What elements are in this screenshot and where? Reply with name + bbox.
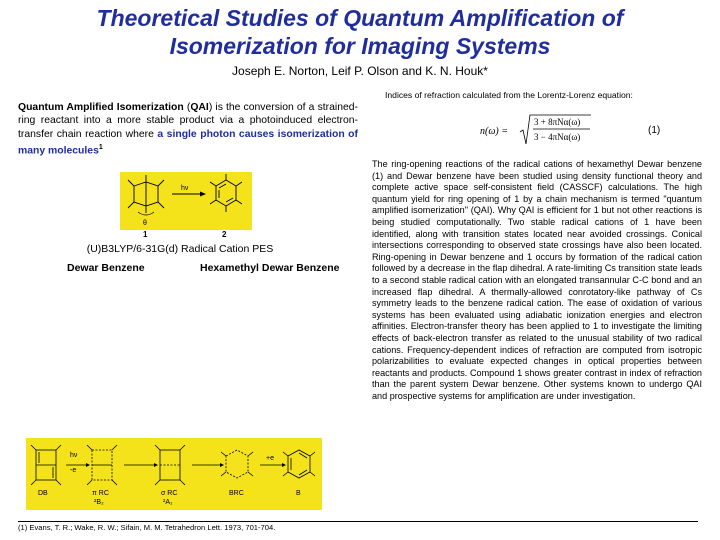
eq-numerator: 3 + 8πNα(ω) [534,117,581,127]
mech-minus-e: -e [70,467,77,474]
intro-abbr: QAI [190,102,209,113]
db-structure [31,445,61,485]
scheme-hv: hν [181,185,189,192]
intro-paragraph [18,101,358,158]
intro-abbr-open: ( [183,102,191,113]
sigma-rc-structure [155,445,185,485]
equation-number: (1) [648,125,661,136]
reaction-arrowhead [200,192,206,197]
intro-text: is the conversion of a strained-ring reactant into a more stable product via a photoinduced electron-transfer chain reaction where [18,102,358,140]
refraction-title: Indices of refraction calculated from the Lorentz-Lorenz equation: [385,90,633,100]
theta-label: θ [143,220,147,227]
mech-label-db: DB [38,490,48,497]
pes-left-label: Dewar Benzene [67,262,145,274]
mechanism-scheme [26,438,322,510]
pi-rc-structure [87,445,117,485]
brc-structure [221,450,253,478]
reaction-scheme-drawing [120,172,252,230]
intro-ref: 1 [98,144,103,152]
mech-label-b: B [296,490,301,497]
benzene-structure [210,174,242,212]
mech-plus-e: +e [266,455,274,462]
poster-title [0,4,720,60]
mech-label-brc: BRC [229,490,244,497]
compound-2-label: 2 [222,230,227,239]
compound-1-label: 1 [143,230,148,239]
title-line-2: Isomerization for Imaging Systems [169,33,551,59]
eq-lhs: n(ω) = [480,126,508,137]
mech-state-b2: ²B₂ [94,499,104,506]
mech-state-a1: ²A₁ [163,499,173,506]
eq-denominator: 3 − 4πNα(ω) [534,132,581,142]
intro-term: Quantum Amplified Isomerization [18,102,184,113]
pes-caption: (U)B3LYP/6-31G(d) Radical Cation PES [86,243,274,255]
intro-abbr-close: ) [208,102,213,113]
mechanism-drawing [26,438,322,510]
pes-right-label: Hexamethyl Dewar Benzene [200,262,340,274]
lorentz-lorenz-equation [478,113,593,147]
mech-label-sigma-rc: σ RC [161,490,178,497]
intro-highlight: a single photon causes isomerization of many molecules [18,128,358,157]
reaction-scheme [120,172,252,230]
abstract-body: The ring-opening reactions of the radical cations of hexamethyl Dewar benzene (1) and Dewar benzene have been studied using density functional theory and complete active space self-consistent field (CASSCF) calculations. The high quantum yield for ring opening of 1 by a chain mechanism is termed "quantum amplified isomerization" (QAI). Why QAI is efficient for 1 but not other reactions is being studied computationally. Two stable radical cations of 1 have been identified, along with transition states located near avoided crossings. Conical intersections corresponding to observed state crossings have also been located. Ring-opening in Dewar benzene and 1 occurs by formation of the radical cation followed by a decrease in the flap dihedral. A rate-limiting Cs transition state leads to a second stable radical cation with an elongated transannular C-C bond and an increased flap dihedral. A thermally-allowed conrotatory-like pathway of Cs symmetry leads to the benzene radical cation. The ease of oxidation of various systems has been evaluated using adiabatic ionization energies and electron affinities. Electron-transfer theory has been applied to 1 to investigate the limiting effects of back-electron transfer as related to the unusual stability of two radical cations. Frequency-dependent indices of refraction are computed from isotropic polarizabilities to evaluate expected changes in optical properties between reactants and products. Compound 1 shows greater contrast in index of refraction than the parent system Dewar benzene. Other systems known to undergo QAI and prospective systems for amplification are under investigation. [372,159,702,401]
mech-hv: hν [70,452,78,459]
authors: Joseph E. Norton, Leif P. Olson and K. N. Houk* [232,64,488,78]
dewar-benzene-structure [128,175,164,215]
mech-label-pi-rc: π RC [92,490,109,497]
b-structure [283,450,315,478]
title-line-1: Theoretical Studies of Quantum Amplification of [96,5,624,31]
footnote: (1) Evans, T. R.; Wake, R. W.; Sifain, M. M. Tetrahedron Lett. 1973, 701-704. [18,521,698,532]
